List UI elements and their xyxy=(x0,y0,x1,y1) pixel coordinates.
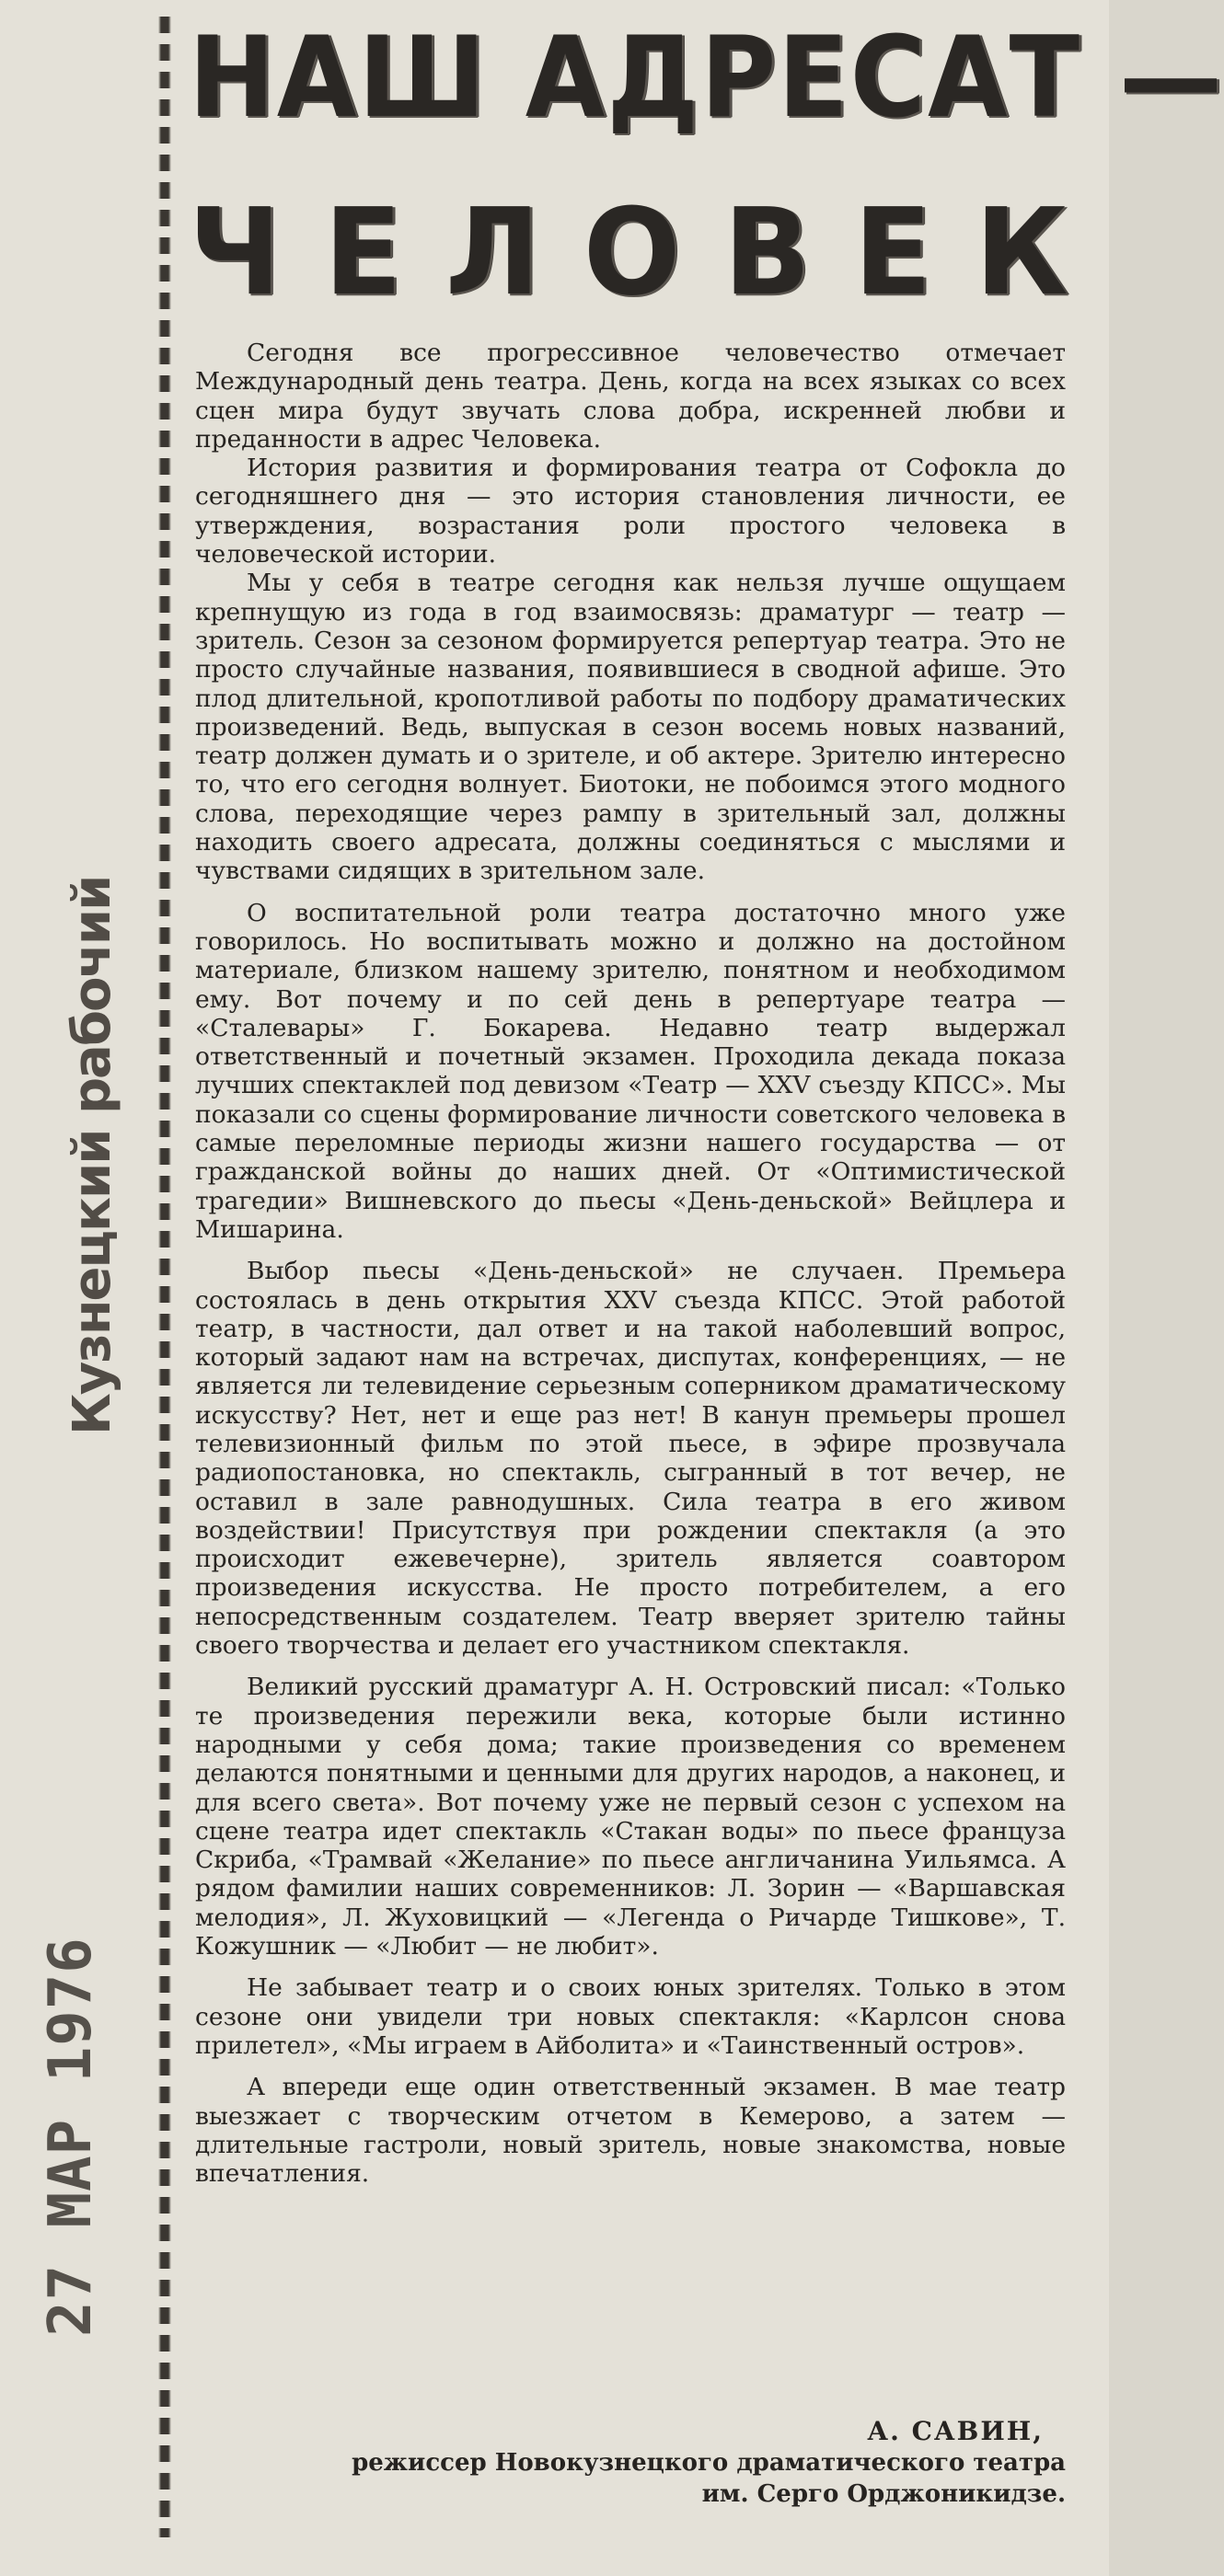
paragraph-8: А впереди еще один ответственный экзамен. В мае театр выезжает с творческим отчетом в Кемерово, а затем — длительные гастроли, новый зритель, новые знакомства, новые впечатления. xyxy=(195,2073,1066,2189)
article-body xyxy=(195,339,1066,2188)
theatre-name: им. Серго Орджоникидзе. xyxy=(701,2480,1066,2508)
author-signature xyxy=(195,2416,1066,2510)
author-name: А. САВИН, xyxy=(867,2416,1044,2446)
paragraph-1: Сегодня все прогрессивное человечество отмечает Международный день театра. День, когда на всех языках со всех сцен мира будут звучать слова добра, искренней любви и преданности в адрес Человека. xyxy=(195,339,1066,454)
paragraph-7: Не забывает театр и о своих юных зрителях. Только в этом сезоне они увидели три новых спектакля: «Карлсон снова прилетел», «Мы играем в Айболита» и «Таинственный остров». xyxy=(195,1973,1066,2060)
paragraph-5: Выбор пьесы «День-деньской» не случаен. Премьера состоялась в день открытия XXV съезда КПСС. Этой работой театр, в частности, дал ответ и на такой наболевший вопрос, который задают нам на встречах, диспутах, конференциях, — не является ли телевидение серьезным соперником драматическому искусству? Нет, нет и еще раз нет! В канун премьеры прошел телевизионный фильм по этой пьесе, в эфире прозвучала радиопостановка, но спектакль, сыгранный в тот вечер, не оставил в зале равнодушных. Сила театра в его живом воздействии! Присутствуя при рождении спектакля (а это происходит ежевечерне), зритель является соавтором произведения искусства. Не просто потребителем, а его непосредственным создателем. Театр вверяет зрителю тайны своего творчества и делает его участником спектакля. xyxy=(195,1257,1066,1661)
headline-line-1: НАШ АДРЕСАТ — xyxy=(189,13,1224,144)
headline-line-2: ЧЕЛОВЕК xyxy=(189,183,1112,323)
date-stamp: 27 МАР 1976 xyxy=(37,1937,105,2337)
paragraph-4: О воспитательной роли театра достаточно много уже говорилось. Но воспитывать можно и должно на достойном материале, близком нашему зрителю, понятном и необходимом ему. Вот почему и по сей день в репертуаре театра — «Сталевары» Г. Бокарева. Недавно театр выдержал ответственный и почетный экзамен. Проходила декада показа лучших спектаклей под девизом «Театр — XXV съезду КПСС». Мы показали со сцены формирование личности советского человека в самые переломные периоды жизни нашего государства — от гражданской войны до наших дней. От «Оптимистической трагедии» Вишневского до пьесы «День-деньской» Вейцлера и Мишарина. xyxy=(195,898,1066,1244)
article-headline xyxy=(189,9,1224,331)
paragraph-3: Мы у себя в театре сегодня как нельзя лучше ощущаем крепнущую из года в год взаимосвязь: драматург — театр — зритель. Сезон за сезоном формируется репертуар театра. Это не просто случайные названия, появившиеся в сводной афише. Это плод длительной, кропотливой работы по подбору драматических произведений. Ведь, выпуская в сезон восемь новых названий, театр должен думать и о зрителе, и об актере. Зрителю интересно то, что его сегодня волнует. Биотоки, не побоимся этого модного слова, переходящие через рампу в зрительный зал, должны находить своего адресата, должны соединяться с мыслями и чувствами сидящих в зрительном зале. xyxy=(195,569,1066,886)
dashed-divider xyxy=(158,17,171,2537)
newspaper-name-stamp: Кузнецкий рабочий xyxy=(63,876,122,1435)
author-title: режиссер Новокузнецкого драматического театра xyxy=(352,2449,1066,2477)
paragraph-6: Великий русский драматург А. Н. Островский писал: «Только те произведения пережили века, которые были истинно народными у себя дома; такие произведения со временем делаются понятными и ценными для других народов, а наконец, и для всего света». Вот почему уже не первый сезон с успехом на сцене театра идет спектакль «Стакан воды» по пьесе француза Скриба, «Трамвай «Желание» по пьесе англичанина Уильямса. А рядом фамилии наших современников: Л. Зорин — «Варшавская мелодия», Л. Жуховицкий — «Легенда о Ричарде Тишкове», Т. Кожушник — «Любит — не любит». xyxy=(195,1673,1066,1961)
paragraph-2: История развития и формирования театра от Софокла до сегодняшнего дня — это история становления личности, ее утверждения, возрастания роли простого человека в человеческой истории. xyxy=(195,454,1066,569)
